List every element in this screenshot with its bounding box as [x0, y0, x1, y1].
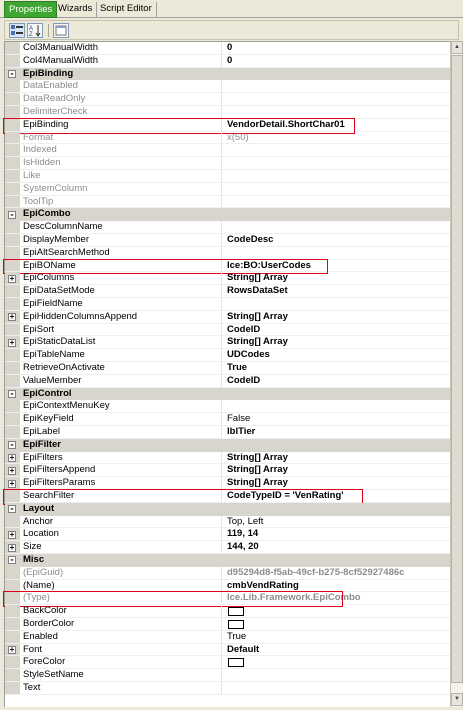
property-name: EpiHiddenColumnsAppend — [21, 311, 222, 323]
property-name: Indexed — [21, 144, 222, 156]
property-value[interactable] — [225, 400, 451, 412]
row-gutter — [5, 285, 20, 297]
expand-icon[interactable]: + — [9, 644, 15, 654]
property-name: (Type) — [21, 592, 222, 604]
property-value[interactable] — [225, 170, 451, 182]
property-value[interactable] — [225, 656, 451, 668]
property-name: DelimiterCheck — [21, 106, 222, 118]
property-name: Size — [21, 541, 222, 553]
property-pages-button[interactable] — [53, 23, 69, 38]
property-row[interactable] — [5, 362, 451, 375]
property-row[interactable] — [5, 55, 451, 68]
alphabetical-icon — [28, 24, 42, 37]
row-gutter — [5, 93, 20, 105]
property-value[interactable]: String[] Array — [227, 336, 288, 348]
property-row[interactable] — [5, 324, 451, 337]
property-row[interactable] — [5, 221, 451, 234]
collapse-icon[interactable]: - — [9, 209, 15, 219]
property-row[interactable] — [5, 413, 451, 426]
property-value[interactable]: Ice.Lib.Framework.EpiCombo — [227, 592, 361, 604]
category-row[interactable] — [5, 503, 451, 516]
property-name: EpiSort — [21, 324, 222, 336]
categorized-icon — [10, 24, 24, 37]
property-name: Col3ManualWidth — [21, 42, 222, 54]
property-row[interactable] — [5, 260, 451, 273]
property-value[interactable] — [225, 80, 451, 92]
property-value[interactable]: x(50) — [227, 131, 249, 143]
row-gutter — [5, 631, 20, 643]
property-name: EpiAltSearchMethod — [21, 247, 222, 259]
property-value[interactable] — [225, 183, 451, 195]
property-value[interactable] — [225, 247, 451, 259]
property-value[interactable]: CodeTypeID = 'VenRating' — [227, 490, 344, 501]
property-value[interactable]: True — [227, 362, 248, 373]
property-value[interactable]: d95294d8-f5ab-49cf-b275-8cf52927486c — [227, 566, 405, 578]
property-name: (EpiGuid) — [21, 567, 222, 579]
property-name: EpiTableName — [21, 349, 222, 361]
row-gutter — [5, 55, 20, 67]
row-gutter — [5, 221, 20, 233]
property-name: DescColumnName — [21, 221, 222, 233]
property-value[interactable]: Top, Left — [227, 515, 264, 527]
property-row[interactable] — [5, 132, 451, 145]
row-gutter — [5, 400, 20, 412]
property-row[interactable] — [5, 247, 451, 260]
property-row[interactable] — [5, 528, 451, 541]
row-gutter — [5, 157, 20, 169]
property-toolbar — [4, 20, 459, 40]
category-label: EpiControl — [23, 387, 72, 399]
property-name: BackColor — [21, 605, 222, 617]
property-value[interactable]: String[] Array — [227, 272, 288, 284]
property-row[interactable] — [5, 426, 451, 439]
row-gutter — [5, 298, 20, 310]
row-gutter — [5, 183, 20, 195]
property-name: EpiColumns — [21, 272, 222, 284]
property-value[interactable]: Default — [227, 643, 260, 655]
property-grid[interactable] — [4, 41, 450, 707]
property-name: EpiFiltersAppend — [21, 464, 222, 476]
collapse-icon[interactable]: - — [9, 388, 15, 398]
property-row[interactable] — [5, 464, 451, 477]
property-row[interactable] — [5, 285, 451, 298]
property-value[interactable]: CodeDesc — [227, 234, 274, 245]
row-gutter — [5, 247, 20, 259]
scroll-up-button[interactable]: ▲ — [451, 41, 463, 54]
property-row[interactable] — [5, 170, 451, 183]
property-value[interactable]: 144, 20 — [227, 541, 259, 553]
property-name: Text — [21, 682, 222, 694]
property-value[interactable]: String[] Array — [227, 310, 288, 322]
property-value[interactable] — [225, 298, 451, 310]
tab-script-editor[interactable]: Script Editor — [96, 2, 157, 17]
property-name: EpiStaticDataList — [21, 336, 222, 348]
property-value[interactable]: cmbVendRating — [227, 579, 299, 591]
category-row[interactable] — [5, 68, 451, 81]
property-row[interactable] — [5, 349, 451, 362]
property-value[interactable]: UDCodes — [227, 349, 270, 361]
property-name: (Name) — [21, 580, 222, 592]
tab-wizards[interactable]: Wizards — [54, 2, 97, 17]
collapse-icon[interactable]: - — [9, 68, 15, 78]
row-gutter — [5, 605, 20, 617]
expand-icon[interactable]: + — [9, 529, 15, 539]
property-value[interactable]: 0 — [227, 54, 233, 66]
property-value[interactable]: String[] Array — [227, 451, 288, 463]
category-label: EpiBinding — [23, 67, 74, 79]
row-gutter — [5, 349, 20, 361]
svg-text:Z: Z — [29, 32, 33, 37]
property-value[interactable]: Ice:BO:UserCodes — [227, 259, 311, 271]
category-row[interactable] — [5, 208, 451, 221]
row-gutter — [5, 656, 20, 668]
property-name: IsHidden — [21, 157, 222, 169]
property-row[interactable] — [5, 196, 451, 209]
row-gutter — [5, 362, 20, 374]
property-row[interactable] — [5, 119, 451, 132]
row-gutter — [5, 324, 20, 336]
property-value[interactable]: RowsDataSet — [227, 285, 288, 297]
property-name: RetrieveOnActivate — [21, 362, 222, 374]
scroll-down-button[interactable]: ▼ — [451, 693, 463, 706]
property-name: DataEnabled — [21, 80, 222, 92]
vertical-scrollbar[interactable] — [450, 41, 463, 707]
property-row[interactable] — [5, 516, 451, 529]
property-row[interactable] — [5, 375, 451, 388]
row-gutter — [5, 413, 20, 425]
property-value[interactable]: 0 — [227, 42, 233, 53]
property-row[interactable] — [5, 644, 451, 657]
property-value[interactable]: VendorDetail.ShortChar01 — [227, 118, 345, 130]
property-value[interactable] — [225, 93, 451, 105]
property-value[interactable]: String[] Array — [227, 477, 288, 489]
property-row[interactable] — [5, 234, 451, 247]
property-value[interactable]: True — [227, 630, 247, 642]
property-row[interactable] — [5, 580, 451, 593]
property-name: SearchFilter — [21, 490, 222, 502]
alphabetical-button[interactable] — [27, 23, 43, 38]
row-gutter — [5, 490, 20, 502]
property-row[interactable] — [5, 183, 451, 196]
property-value[interactable] — [225, 106, 451, 118]
property-value[interactable] — [225, 221, 451, 233]
expand-icon[interactable]: + — [9, 478, 15, 488]
expand-icon[interactable]: + — [9, 542, 15, 552]
property-row[interactable] — [5, 592, 451, 605]
row-gutter — [5, 196, 20, 208]
category-label: Misc — [23, 554, 45, 565]
property-value[interactable]: String[] Array — [227, 464, 288, 476]
row-gutter — [5, 119, 20, 131]
property-value[interactable] — [225, 669, 451, 681]
row-gutter — [5, 592, 20, 604]
property-row[interactable] — [5, 42, 451, 55]
property-row[interactable] — [5, 298, 451, 311]
property-name: SystemColumn — [21, 183, 222, 195]
category-row[interactable] — [5, 439, 451, 452]
category-label: EpiCombo — [23, 208, 71, 220]
expand-icon[interactable]: + — [9, 465, 15, 475]
row-gutter — [5, 234, 20, 246]
property-name: DataReadOnly — [21, 93, 222, 105]
property-name: Format — [21, 132, 222, 144]
tab-strip — [0, 0, 463, 18]
property-name: Font — [21, 644, 222, 656]
property-row[interactable] — [5, 669, 451, 682]
property-name: Location — [21, 528, 222, 540]
property-name: EpiKeyField — [21, 413, 222, 425]
property-name: EpiFilters — [21, 452, 222, 464]
property-row[interactable] — [5, 311, 451, 324]
row-gutter — [5, 516, 20, 528]
property-value[interactable]: False — [227, 413, 251, 425]
row-gutter — [5, 260, 20, 272]
toolbar-separator — [48, 24, 49, 37]
property-name: Col4ManualWidth — [21, 55, 222, 67]
property-name: StyleSetName — [21, 669, 222, 681]
expand-icon[interactable]: + — [9, 337, 15, 347]
row-gutter — [5, 682, 20, 694]
property-name: EpiContextMenuKey — [21, 400, 222, 412]
property-name: DisplayMember — [21, 234, 222, 246]
svg-text:A: A — [29, 26, 34, 32]
property-row[interactable] — [5, 452, 451, 465]
property-name: EpiDataSetMode — [21, 285, 222, 297]
row-gutter — [5, 669, 20, 681]
property-row[interactable] — [5, 605, 451, 618]
property-value[interactable]: CodeID — [227, 374, 261, 386]
row-gutter — [5, 375, 20, 387]
property-value[interactable] — [225, 144, 451, 156]
row-gutter — [5, 80, 20, 92]
categorized-button[interactable] — [9, 23, 25, 38]
property-name: ToolTip — [21, 196, 222, 208]
property-row[interactable] — [5, 567, 451, 580]
row-gutter — [5, 144, 20, 156]
property-value[interactable]: CodeID — [227, 323, 261, 335]
property-value[interactable] — [225, 605, 451, 617]
expand-icon[interactable]: + — [9, 273, 15, 283]
row-gutter — [5, 106, 20, 118]
row-gutter — [5, 567, 20, 579]
collapse-icon[interactable]: - — [9, 440, 15, 450]
property-row[interactable] — [5, 541, 451, 554]
property-name: EpiBinding — [21, 119, 222, 131]
category-row[interactable] — [5, 388, 451, 401]
property-row[interactable] — [5, 144, 451, 157]
scroll-thumb[interactable] — [451, 55, 463, 683]
property-row[interactable] — [5, 631, 451, 644]
row-gutter — [5, 580, 20, 592]
property-name: EpiFieldName — [21, 298, 222, 310]
property-value[interactable] — [225, 196, 451, 208]
row-gutter — [5, 426, 20, 438]
property-value[interactable]: lblTier — [227, 426, 256, 437]
collapse-icon[interactable]: - — [9, 555, 15, 565]
property-row[interactable] — [5, 656, 451, 669]
expand-icon[interactable]: + — [9, 452, 15, 462]
category-label: EpiFilter — [23, 438, 62, 450]
property-name: EpiLabel — [21, 426, 222, 438]
property-value[interactable] — [225, 618, 451, 630]
property-row[interactable] — [5, 400, 451, 413]
property-name: Enabled — [21, 631, 222, 643]
property-name: EpiBOName — [21, 260, 222, 272]
row-gutter — [5, 132, 20, 144]
property-name: ValueMember — [21, 375, 222, 387]
property-name: Like — [21, 170, 222, 182]
property-pages-icon — [54, 24, 68, 37]
property-row[interactable] — [5, 272, 451, 285]
row-gutter — [5, 42, 20, 54]
property-value[interactable] — [225, 157, 451, 169]
property-row[interactable] — [5, 93, 451, 106]
property-row[interactable] — [5, 80, 451, 93]
property-name: EpiFiltersParams — [21, 477, 222, 489]
row-gutter — [5, 618, 20, 630]
property-value[interactable] — [225, 682, 451, 694]
row-gutter — [5, 170, 20, 182]
property-row[interactable] — [5, 477, 451, 490]
property-row[interactable] — [5, 106, 451, 119]
property-name: BorderColor — [21, 618, 222, 630]
property-row[interactable] — [5, 682, 451, 695]
property-row[interactable] — [5, 618, 451, 631]
property-row[interactable] — [5, 490, 451, 503]
category-row[interactable] — [5, 554, 451, 567]
category-label: Layout — [23, 502, 55, 514]
property-value[interactable]: 119, 14 — [227, 528, 259, 540]
property-row[interactable] — [5, 336, 451, 349]
tab-properties[interactable]: Properties — [4, 1, 57, 18]
property-name: ForeColor — [21, 656, 222, 668]
property-name: Anchor — [21, 516, 222, 528]
expand-icon[interactable]: + — [9, 312, 15, 322]
property-row[interactable] — [5, 157, 451, 170]
collapse-icon[interactable]: - — [9, 504, 15, 514]
